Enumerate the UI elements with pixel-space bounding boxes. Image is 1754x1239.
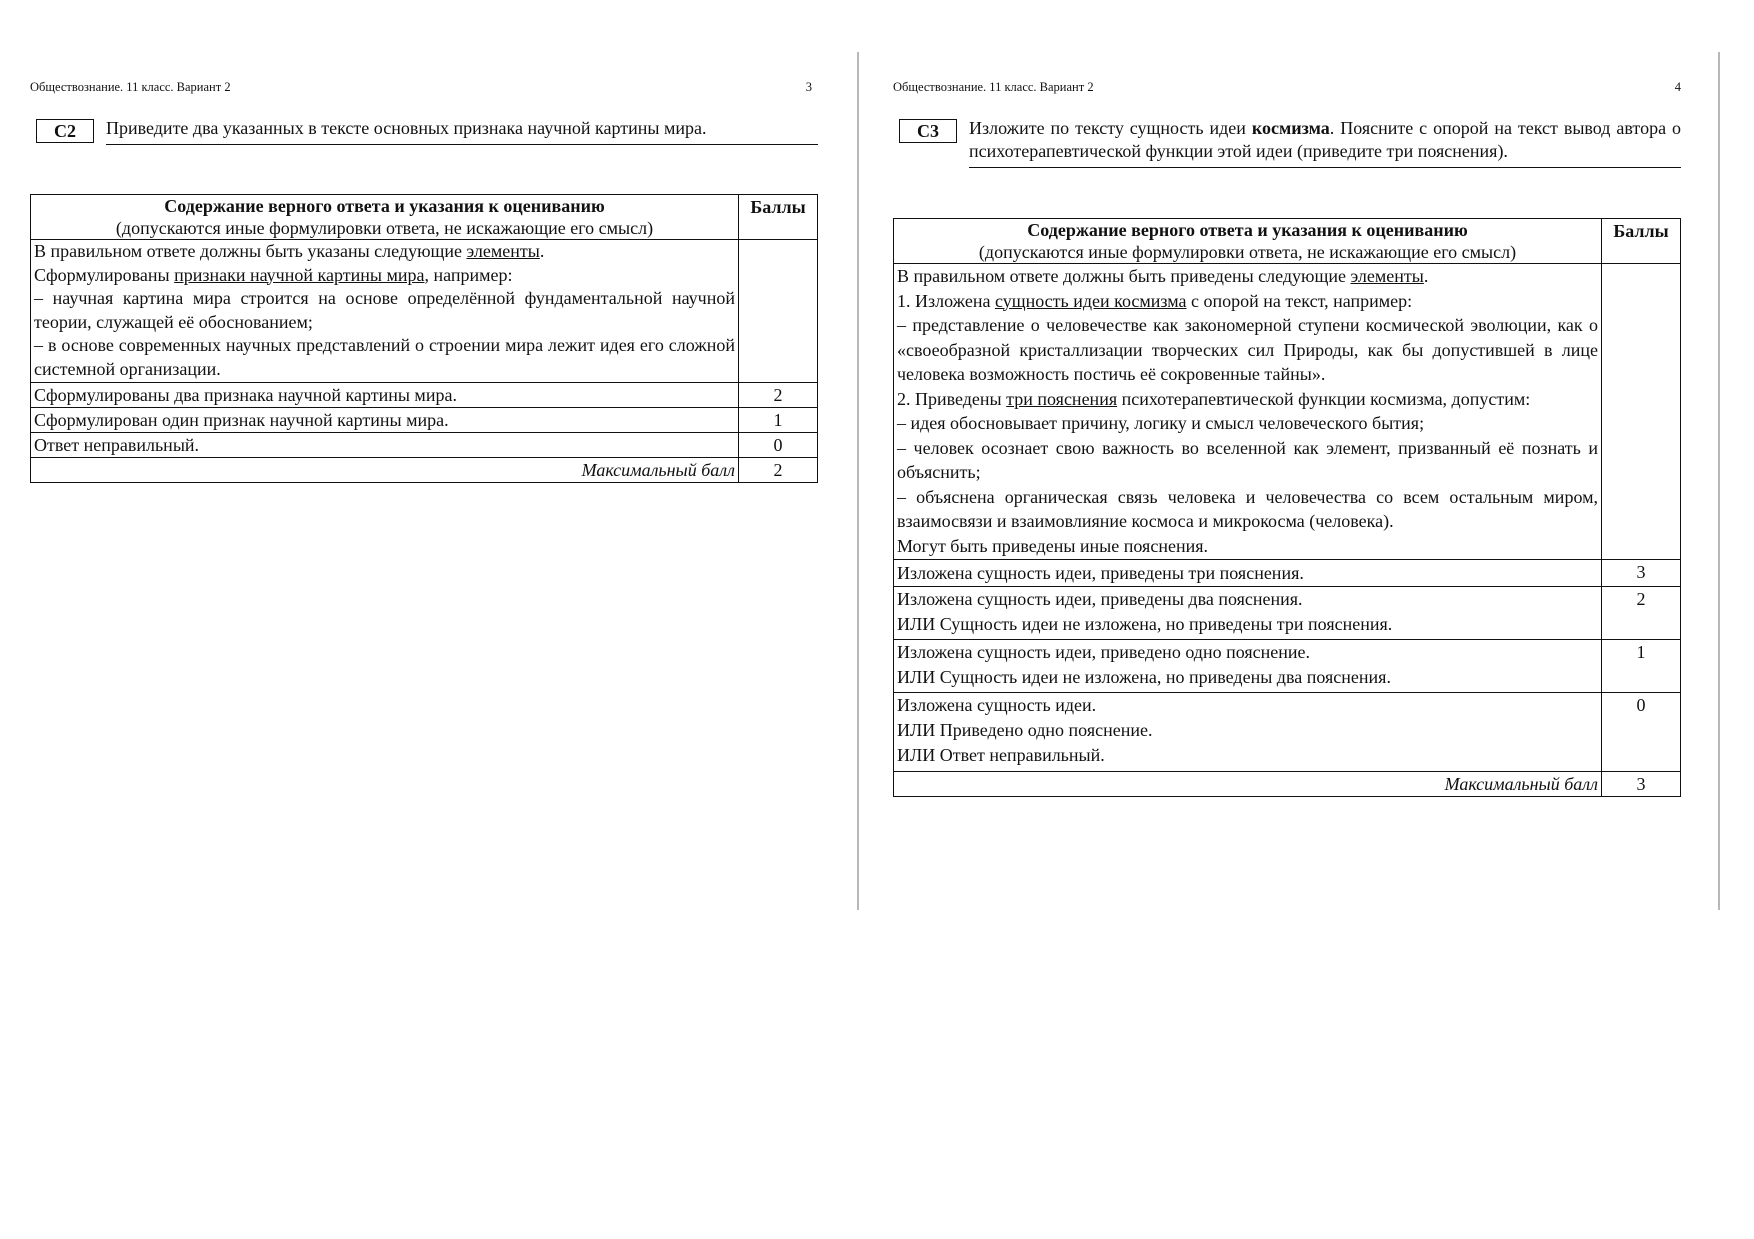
criterion-text: Сформулированы два признака научной картины мира.: [31, 383, 739, 408]
content-item: – представление о человечестве как закономерной ступени космической эволюции, как о «своеобразной кристаллизации творческих сил Природы, как бы допустившей в лице человека возможность постичь её сокровенные тайны».: [897, 315, 1598, 384]
content-item: – человек осознает свою важность во вселенной как элемент, призванный её познать и объяснить;: [897, 437, 1598, 482]
content-intro: В правильном ответе должны быть приведены следующие элементы.: [897, 266, 1429, 286]
page-number: 3: [805, 80, 812, 94]
score-cell: [739, 240, 818, 383]
header-bold: Содержание верного ответа и указания к оцениванию: [164, 196, 605, 216]
criterion-text: Ответ неправильный.: [31, 433, 739, 458]
header-bold: Содержание верного ответа и указания к оцениванию: [1027, 220, 1468, 240]
running-header: [893, 80, 1681, 95]
score-header: Баллы: [1602, 219, 1681, 264]
content-point-1: 1. Изложена сущность идеи космизма с опорой на текст, например:: [897, 290, 1413, 311]
header-note: (допускаются иные формулировки ответа, не искажающие его смысл): [978, 242, 1517, 262]
score-cell: [1602, 264, 1681, 560]
table-header-row: [894, 219, 1681, 264]
task-text: Приведите два указанных в тексте основных признака научной картины мира.: [106, 117, 818, 145]
content-item: – в основе современных научных представлений о строении мира лежит идея его сложной системной организации.: [34, 335, 735, 379]
score-row: [894, 640, 1681, 693]
score-header: Баллы: [739, 195, 818, 240]
score-value: 2: [739, 383, 818, 408]
table-header: [894, 219, 1602, 264]
score-value: 0: [739, 433, 818, 458]
score-value: 2: [1602, 587, 1681, 640]
score-row: [31, 383, 818, 408]
content-item: – объяснена органическая связь человека и человечества со всем остальным миром, взаимосвязи и взаимовлияние космоса и микрокосма (человека).: [897, 486, 1598, 531]
max-score-label: Максимальный балл: [31, 458, 739, 483]
header-note: (допускаются иные формулировки ответа, не искажающие его смысл): [115, 218, 654, 238]
content-row: [894, 264, 1681, 560]
score-row: [894, 587, 1681, 640]
content-intro: В правильном ответе должны быть указаны следующие элементы.: [34, 241, 545, 261]
task-c3: [893, 117, 1681, 168]
grading-table: [893, 218, 1681, 797]
answer-content: [31, 240, 739, 383]
task-code-badge: С3: [899, 119, 957, 143]
task-keyword: космизма: [1251, 118, 1330, 138]
max-score-value: 2: [739, 458, 818, 483]
criterion-text: Изложена сущность идеи, приведены три пояснения.: [894, 560, 1602, 587]
score-row: [31, 408, 818, 433]
content-item: – идея обосновывает причину, логику и смысл человеческого бытия;: [897, 413, 1425, 433]
score-row: [31, 433, 818, 458]
criterion-text: Изложена сущность идеи, приведены два пояснения. ИЛИ Сущность идеи не изложена, но приведены три пояснения.: [894, 587, 1602, 640]
content-closing: Могут быть приведены иные пояснения.: [897, 535, 1208, 556]
running-header: [30, 80, 818, 95]
score-value: 1: [1602, 640, 1681, 693]
page-divider-line: [857, 52, 859, 910]
max-score-label: Максимальный балл: [894, 772, 1602, 797]
score-value: 3: [1602, 560, 1681, 587]
task-code-badge: С2: [36, 119, 94, 143]
task-text: Изложите по тексту сущность идеи космизма. Поясните с опорой на текст вывод автора о психотерапевтической функции этой идеи (приведите три пояснения).: [969, 117, 1681, 168]
content-row: [31, 240, 818, 383]
content-point-2: 2. Приведены три пояснения психотерапевтической функции космизма, допустим:: [897, 388, 1531, 409]
right-page: [893, 0, 1681, 910]
score-value: 0: [1602, 693, 1681, 772]
table-header-row: [31, 195, 818, 240]
header-title: Обществознание. 11 класс. Вариант 2: [30, 80, 231, 94]
criterion-text: Изложена сущность идеи. ИЛИ Приведено одно пояснение. ИЛИ Ответ неправильный.: [894, 693, 1602, 772]
criterion-text: Изложена сущность идеи, приведено одно пояснение. ИЛИ Сущность идеи не изложена, но приведены два пояснения.: [894, 640, 1602, 693]
grading-table: [30, 194, 818, 483]
task-c2: [30, 117, 818, 145]
score-row: [894, 693, 1681, 772]
criterion-text: Сформулирован один признак научной картины мира.: [31, 408, 739, 433]
max-score-row: [31, 458, 818, 483]
header-title: Обществознание. 11 класс. Вариант 2: [893, 80, 1094, 94]
max-score-value: 3: [1602, 772, 1681, 797]
answer-content: [894, 264, 1602, 560]
score-value: 1: [739, 408, 818, 433]
table-header: [31, 195, 739, 240]
content-item: – научная картина мира строится на основе определённой фундаментальной научной теории, служащей её обоснованием;: [34, 288, 735, 332]
left-page: [30, 0, 818, 910]
content-lead: Сформулированы признаки научной картины мира, например:: [34, 264, 513, 285]
page-number: 4: [1674, 80, 1681, 94]
score-row: [894, 560, 1681, 587]
max-score-row: [894, 772, 1681, 797]
page-edge-line: [1718, 52, 1720, 910]
